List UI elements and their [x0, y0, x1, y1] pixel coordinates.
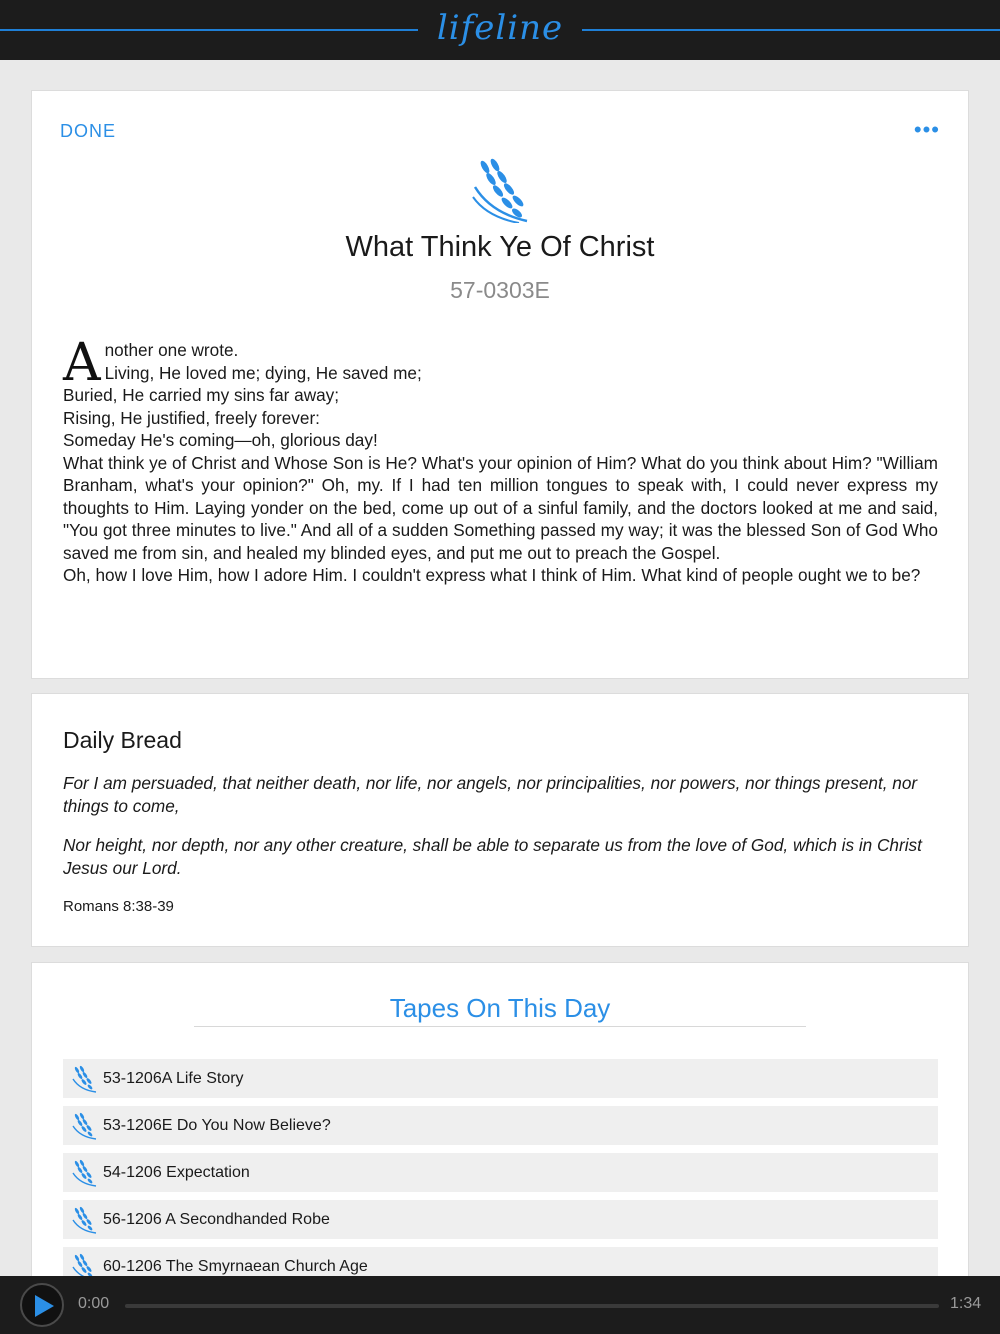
tape-list-item[interactable] — [63, 1106, 938, 1145]
tape-label: 56-1206 A Secondhanded Robe — [103, 1210, 330, 1228]
tape-list-item[interactable] — [63, 1059, 938, 1098]
duration: 1:34 — [950, 1295, 982, 1312]
current-time: 0:00 — [78, 1295, 110, 1312]
sermon-line: Rising, He justified, freely forever: — [63, 407, 320, 428]
drop-cap: A — [63, 333, 101, 393]
sermon-line: Someday He's coming—oh, glorious day! — [63, 430, 378, 450]
sermon-paragraph: What think ye of Christ and Whose Son is He? What's your opinion of Him? What do you think about Him? "William Branham, what's your opinion?" Oh, my. If I had ten million tongues to speak with, I could never express my thoughts to Him. Laying yonder on the bed, come up out of a sinful family, and the doctors looked at me and said, "You got three minutes to live." And all of a sudden Something passed my way; it was the blessed Son of God Who saved me from sin, and healed my blinded eyes, and put me out to preach the Gospel. — [63, 452, 938, 563]
tapes-title: Tapes On This Day — [389, 993, 611, 1023]
progress-slider[interactable] — [125, 1304, 939, 1308]
sermon-line: Living, He loved me; dying, He saved me; — [104, 362, 422, 383]
daily-bread-title: Daily Bread — [63, 727, 182, 753]
top-bar — [0, 0, 1000, 60]
wheat-icon — [71, 1159, 97, 1187]
more-options-button[interactable]: ••• — [913, 117, 940, 142]
header-line-right — [582, 29, 1000, 31]
tape-list — [63, 1059, 938, 1292]
play-button[interactable] — [20, 1283, 64, 1327]
play-icon — [32, 1294, 56, 1318]
tape-label: 53-1206E Do You Now Believe? — [103, 1116, 331, 1134]
wheat-icon — [71, 1112, 97, 1140]
tape-label: 53-1206A Life Story — [103, 1069, 244, 1087]
sermon-card — [31, 90, 969, 679]
audio-player — [0, 1276, 1000, 1334]
header-line-left — [0, 29, 418, 31]
daily-bread-card — [31, 693, 969, 947]
tape-list-item[interactable] — [63, 1200, 938, 1239]
tape-list-item[interactable] — [63, 1153, 938, 1192]
verse-text: Nor height, nor depth, nor any other creature, shall be able to separate us from the love of God, which is in Christ Jesus our Lord. — [63, 835, 922, 878]
wheat-icon — [471, 157, 531, 223]
sermon-code: 57-0303E — [450, 277, 550, 303]
tapes-card — [31, 962, 969, 1292]
lifeline-logo: lifeline — [436, 8, 564, 48]
tape-label: 54-1206 Expectation — [103, 1163, 250, 1181]
sermon-text — [63, 333, 938, 587]
wheat-icon — [71, 1206, 97, 1234]
wheat-icon — [71, 1065, 97, 1093]
tape-label: 60-1206 The Smyrnaean Church Age — [103, 1257, 368, 1275]
verse-reference: Romans 8:38-39 — [63, 898, 174, 915]
sermon-paragraph: Oh, how I love Him, how I adore Him. I couldn't express what I think of Him. What kind of people ought we to be? — [63, 565, 921, 585]
verse-text: For I am persuaded, that neither death, nor life, nor angels, nor principalities, nor powers, nor things present, nor things to come, — [63, 773, 918, 816]
sermon-first-line: nother one wrote. — [104, 340, 239, 360]
divider — [194, 1026, 806, 1027]
sermon-title: What Think Ye Of Christ — [345, 231, 655, 263]
sermon-line: Buried, He carried my sins far away; — [63, 385, 340, 405]
done-button[interactable]: DONE — [60, 121, 117, 141]
